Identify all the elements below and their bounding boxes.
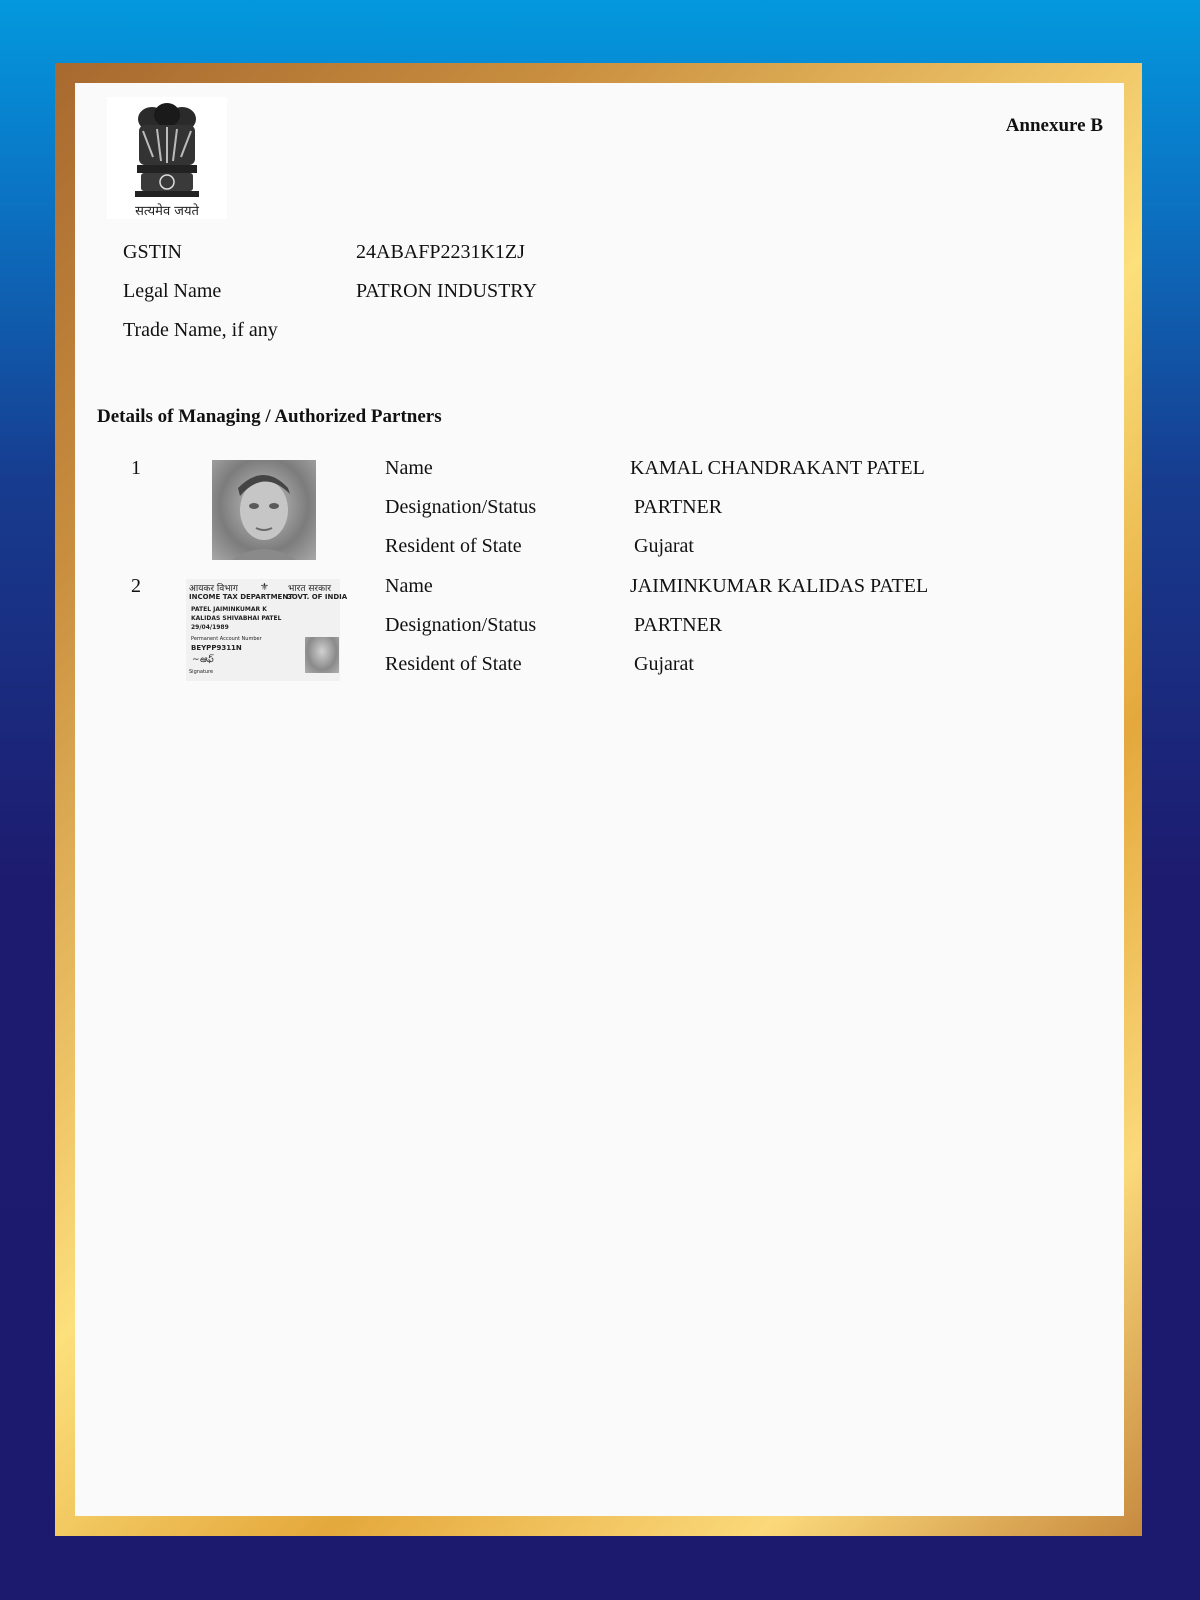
partner-state-value: Gujarat bbox=[634, 653, 694, 675]
pan-dob: 29/04/1989 bbox=[191, 624, 229, 631]
legal-name-label: Legal Name bbox=[123, 280, 222, 302]
pan-number-label: Permanent Account Number bbox=[191, 636, 262, 642]
pan-signature-label: Signature bbox=[189, 669, 214, 675]
partner-designation-label: Designation/Status bbox=[385, 496, 537, 518]
national-emblem bbox=[107, 97, 227, 219]
pan-dept: INCOME TAX DEPARTMENT bbox=[189, 593, 293, 601]
partner-name-label: Name bbox=[385, 457, 433, 479]
lion-capital-icon bbox=[107, 97, 227, 201]
partner-designation-label: Designation/Status bbox=[385, 614, 537, 636]
partner-photo bbox=[212, 460, 316, 560]
trade-name-label: Trade Name, if any bbox=[123, 319, 278, 341]
document-page bbox=[75, 83, 1124, 1516]
partner-name-label: Name bbox=[385, 575, 433, 597]
emblem-icon: ⚜ bbox=[260, 582, 269, 593]
partner-number: 2 bbox=[131, 575, 141, 597]
emblem-motto: सत्यमेव जयते bbox=[135, 204, 199, 219]
partner-state-value: Gujarat bbox=[634, 535, 694, 557]
pan-govt: GOVT. OF INDIA bbox=[286, 593, 348, 601]
partner-name-value: KAMAL CHANDRAKANT PATEL bbox=[630, 457, 925, 479]
partner-designation-value: PARTNER bbox=[634, 496, 723, 518]
partners-section-title: Details of Managing / Authorized Partners bbox=[97, 406, 442, 427]
gstin-label: GSTIN bbox=[123, 241, 182, 263]
partner-number: 1 bbox=[131, 457, 141, 479]
partner-state-label: Resident of State bbox=[385, 653, 522, 675]
pan-name-line1: PATEL JAIMINKUMAR K bbox=[191, 606, 267, 613]
pan-signature-scribble: ~ఆఫ్ bbox=[192, 655, 214, 665]
annexure-title: Annexure B bbox=[1005, 115, 1103, 136]
partner-designation-value: PARTNER bbox=[634, 614, 723, 636]
pan-govt-hindi: भारत सरकार bbox=[288, 584, 332, 594]
partner-name-value: JAIMINKUMAR KALIDAS PATEL bbox=[630, 575, 929, 597]
pan-card-image bbox=[186, 579, 348, 681]
pan-card-photo bbox=[305, 637, 339, 673]
pan-name-line2: KALIDAS SHIVABHAI PATEL bbox=[191, 615, 282, 622]
partner-state-label: Resident of State bbox=[385, 535, 522, 557]
legal-name-value: PATRON INDUSTRY bbox=[356, 280, 537, 302]
pan-dept-hindi: आयकर विभाग bbox=[189, 584, 238, 594]
gstin-value: 24ABAFP2231K1ZJ bbox=[356, 241, 525, 263]
pan-number: BEYPP9311N bbox=[191, 644, 242, 652]
